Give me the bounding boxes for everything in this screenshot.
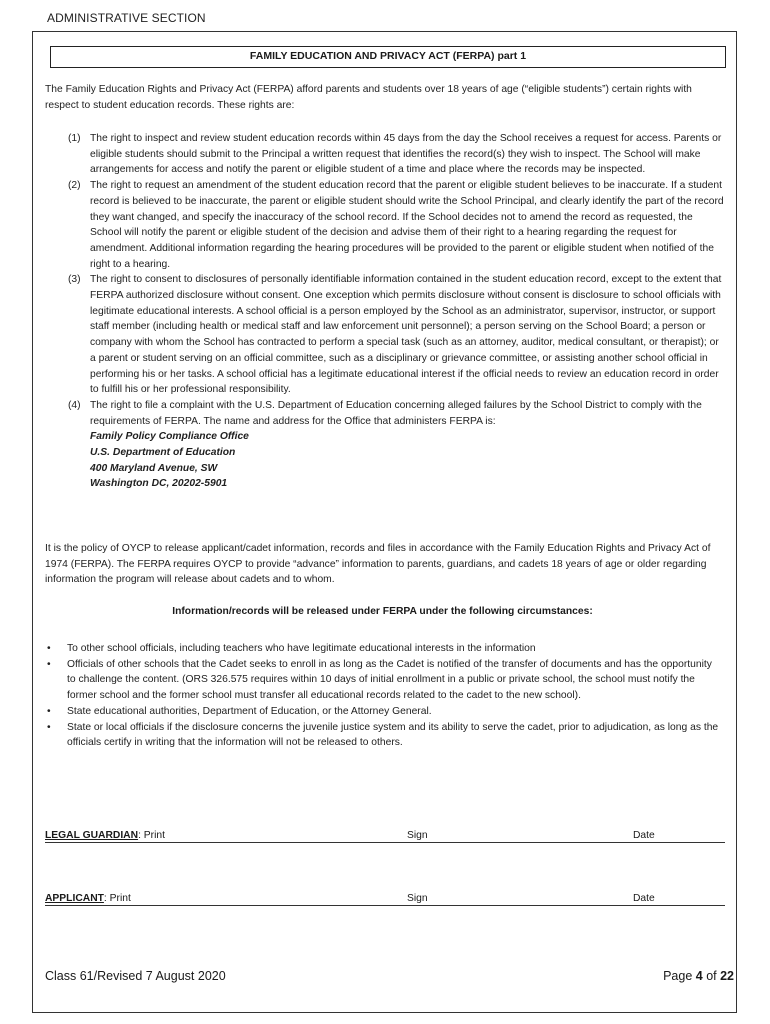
right-number: (3)	[68, 274, 81, 286]
office-address	[90, 429, 724, 492]
right-text: The right to file a complaint with the U.S. Department of Education concerning alleged failures by the School District to comply with the requirements of FERPA. The name and address for the Office that administers FERPA is:	[90, 399, 702, 427]
section-label: ADMINISTRATIVE SECTION	[47, 11, 206, 25]
right-item	[68, 398, 724, 492]
current-page: 4	[695, 969, 703, 983]
rights-list	[68, 131, 724, 492]
right-item	[68, 178, 724, 272]
list-item	[45, 641, 720, 657]
list-item-text: State educational authorities, Department of Education, or the Attorney General.	[67, 705, 432, 717]
guardian-signature-line[interactable]	[45, 826, 725, 843]
document-title: FAMILY EDUCATION AND PRIVACY ACT (FERPA) part 1	[50, 46, 726, 68]
applicant-role: APPLICANT	[45, 893, 104, 904]
right-number: (1)	[68, 133, 81, 144]
applicant-date-field[interactable]: Date	[633, 893, 655, 904]
right-number: (2)	[68, 180, 81, 192]
intro-paragraph: The Family Education Rights and Privacy Act (FERPA) afford parents and students over 18 years of age (“eligible students”) certain rights with respect to student education records. These rights are:	[45, 84, 692, 111]
right-text: The right to inspect and review student education records within 45 days from the day the School receives a request for access. Parents or eligible students should submit to the Principal a written request that identifies the record(s) they wish to inspect. The School will make arrangements for access and notify the parent or eligible student of a time and place where the records may be inspected.	[90, 133, 722, 176]
guardian-date-field[interactable]: Date	[633, 830, 655, 841]
bullet-icon: •	[47, 658, 51, 670]
right-item	[68, 272, 724, 398]
applicant-sign-field[interactable]: Sign	[407, 893, 428, 904]
policy-paragraph: It is the policy of OYCP to release applicant/cadet information, records and files in accordance with the Family Education Rights and Privacy Act of 1974 (FERPA). The FERPA requires OYCP to provide “advance” information to parents, guardians, and cadets 18 years of age or older regarding information the program will release about cadets and to whom.	[45, 543, 711, 586]
page-mid: of	[702, 969, 721, 983]
office-street: 400 Maryland Avenue, SW	[90, 462, 218, 474]
release-subheading: Information/records will be released under FERPA under the following circumstances:	[172, 606, 593, 617]
right-item	[68, 131, 724, 178]
revision-footer: Class 61/Revised 7 August 2020	[45, 969, 226, 983]
applicant-print-label	[45, 893, 131, 904]
guardian-sign-field[interactable]: Sign	[407, 830, 428, 841]
guardian-print-label	[45, 830, 165, 841]
right-number: (4)	[68, 399, 81, 411]
guardian-print-field[interactable]: : Print	[138, 830, 165, 841]
list-item	[45, 657, 720, 704]
applicant-print-field[interactable]: : Print	[103, 893, 131, 904]
list-item-text: To other school officials, including teachers who have legitimate educational interests in the information	[67, 643, 536, 654]
list-item	[45, 704, 720, 720]
page-prefix: Page	[663, 969, 696, 983]
right-text: The right to request an amendment of the student education record that the parent or eligible student believes to be inaccurate. If a student record is believed to be inaccurate, the parent or eligible student should write the School Principal, and clearly identify the part of the record they want changed, and specify the inaccuracy of the school record. If the School decides not to amend the record as requested, the School will notify the parent or eligible student of the decision and advise them of their right to a hearing regarding the request for amendment. Additional information regarding the hearing procedures will be provided to the parent or eligible student when notified of the right to a hearing.	[90, 180, 724, 270]
bullet-icon: •	[47, 721, 51, 733]
total-pages: 22	[720, 969, 734, 983]
release-list	[45, 641, 720, 751]
page-number	[663, 969, 734, 983]
office-department: U.S. Department of Education	[90, 447, 236, 459]
office-city: Washington DC, 20202-5901	[90, 478, 228, 490]
bullet-icon: •	[47, 705, 51, 717]
list-item-text: Officials of other schools that the Cadet seeks to enroll in as long as the Cadet is notified of the transfer of documents and has the opportunity to challenge the content. (ORS 326.575 requires within 10 days of initial enrollment in a public or private school, the school must notify the former school and the former school must transfer all educational records related to the cadet to the new school).	[67, 658, 712, 702]
right-text: The right to consent to disclosures of personally identifiable information contained in the student education record, except to the extent that FERPA authorized disclosure without consent. One exception which permits disclosure without consent is disclosure to school officials with legitimate educational interests. A school official is a person employed by the School as an administrator, supervisor, instructor, or support staff member (including health or medical staff and law enforcement unit personnel); a person serving on the School Board; a person or company with whom the School has contracted to perform a special task (such as an attorney, auditor, medical consultant, or therapist); or a parent or student serving on an official committee, such as a disciplinary or grievance committee, or assisting another school official in performing his or her tasks. A school official has a legitimate educational interest if the official needs to review an education record in order to fulfill his or her professional responsibility.	[90, 274, 722, 396]
list-item-text: State or local officials if the disclosure concerns the juvenile justice system and its ability to serve the cadet, prior to adjudication, as long as the officials certify in writing that the information will not be released to others.	[67, 721, 719, 749]
applicant-signature-line[interactable]	[45, 889, 725, 906]
guardian-role: LEGAL GUARDIAN	[45, 830, 139, 841]
list-item	[45, 720, 720, 751]
office-name: Family Policy Compliance Office	[90, 431, 249, 443]
bullet-icon: •	[47, 643, 51, 654]
